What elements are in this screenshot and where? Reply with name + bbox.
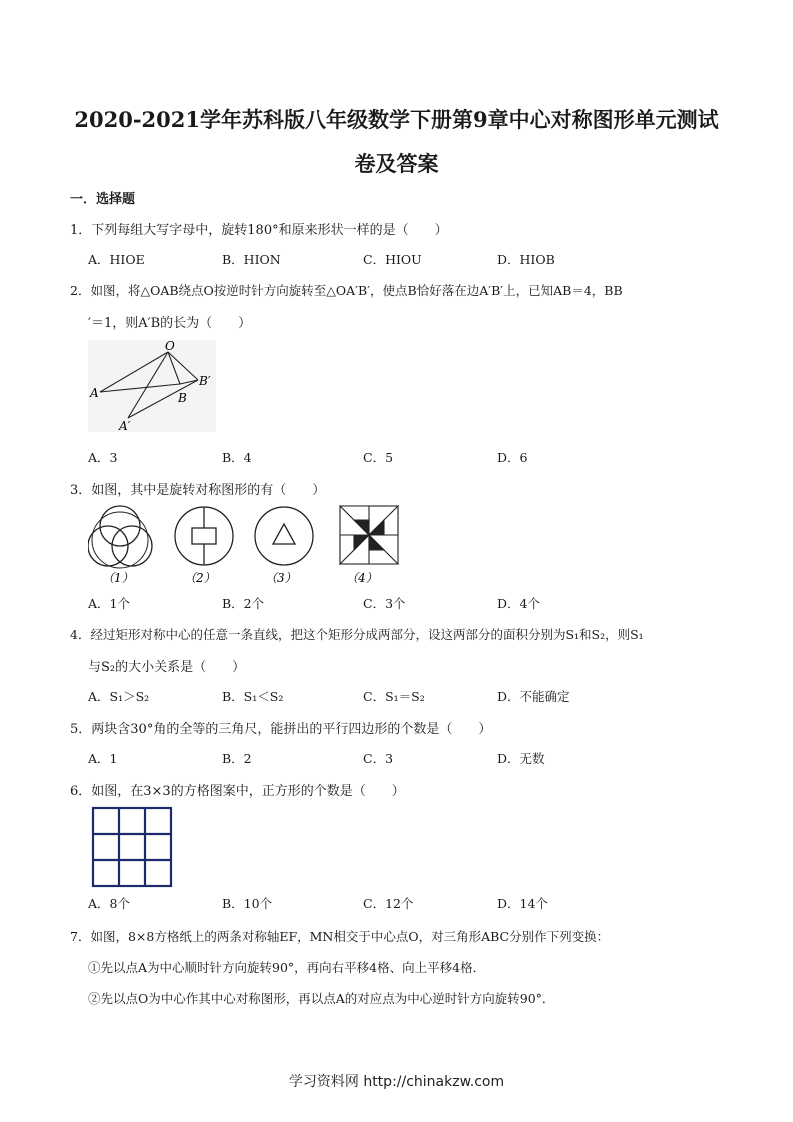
- title-line-1: 2020-2021学年苏科版八年级数学下册第9章中心对称图形单元测试: [74, 107, 719, 132]
- q4-option-b: B．S₁＜S₂: [222, 689, 284, 704]
- q5-option-b: B．2: [222, 751, 252, 766]
- q6-option-c: C．12个: [363, 896, 414, 911]
- q1-option-b: B．HION: [222, 252, 281, 267]
- q2-option-d: D．6: [497, 450, 528, 465]
- q2-label-a: A: [90, 386, 99, 400]
- q2-stem-line-2: ′＝1，则A′B的长为（ ）: [88, 316, 252, 331]
- q1-option-c: C．HIOU: [363, 252, 422, 267]
- q3-label-2: （2）: [184, 571, 216, 585]
- q6-option-d: D．14个: [497, 896, 548, 911]
- q5-option-c: C．3: [363, 751, 394, 766]
- q4-option-c: C．S₁＝S₂: [363, 689, 425, 704]
- circle-rect-figure: [175, 507, 233, 565]
- q2-label-o: O: [165, 340, 175, 353]
- trefoil-figure: [88, 506, 152, 568]
- q5-option-a: A．1: [88, 751, 118, 766]
- q4-stem-line-2: 与S₂的大小关系是（ ）: [88, 660, 246, 675]
- q2-option-b: B．4: [222, 450, 252, 465]
- q7-stem: 7．如图，8×8方格纸上的两条对称轴EF，MN相交于中心点O，对三角形ABC分别作下列变换：: [70, 929, 610, 944]
- q2-label-b: B: [178, 391, 187, 405]
- circle-triangle-figure: [255, 507, 313, 565]
- section-heading: 一．选择题: [70, 192, 136, 207]
- q1-option-a: A．HIOE: [88, 252, 145, 267]
- footer-watermark: 学习资料网 http://chinakzw.com: [288, 1074, 505, 1090]
- q4-option-a: A．S₁＞S₂: [88, 689, 150, 704]
- q3-option-d: D．4个: [497, 596, 540, 611]
- q3-label-1: （1）: [102, 571, 134, 585]
- q2-option-c: C．5: [363, 450, 394, 465]
- pinwheel-figure: [340, 506, 398, 564]
- q2-triangle-figure: [88, 340, 216, 432]
- q4-option-d: D．不能确定: [497, 689, 570, 704]
- q3-label-3: （3）: [265, 571, 297, 585]
- q3-figures: [88, 500, 408, 588]
- q1-option-d: D．HIOB: [497, 252, 555, 267]
- q6-grid-figure: [91, 806, 173, 888]
- q3-stem: 3．如图，其中是旋转对称图形的有（ ）: [70, 483, 326, 498]
- title-line-2: 卷及答案: [354, 151, 439, 176]
- q4-stem-line-1: 4．经过矩形对称中心的任意一条直线，把这个矩形分成两部分，设这两部分的面积分别为S₁和S₂，则S₁: [70, 627, 644, 642]
- q2-label-b-prime: B′: [199, 374, 211, 388]
- q5-stem: 5．两块含30°角的全等的三角尺，能拼出的平行四边形的个数是（ ）: [70, 722, 492, 737]
- q3-option-b: B．2个: [222, 596, 265, 611]
- q2-option-a: A．3: [88, 450, 118, 465]
- q3-option-a: A．1个: [88, 596, 130, 611]
- q7-item-2: ②先以点O为中心作其中心对称图形，再以点A的对应点为中心逆时针方向旋转90°．: [88, 991, 555, 1006]
- q1-stem: 1．下列每组大写字母中，旋转180°和原来形状一样的是（ ）: [70, 223, 448, 238]
- q6-option-a: A．8个: [88, 896, 130, 911]
- q5-option-d: D．无数: [497, 751, 545, 766]
- q3-label-4: （4）: [346, 571, 378, 585]
- q2-stem-line-1: 2．如图，将△OAB绕点O按逆时针方向旋转至△OA′B′，使点B恰好落在边A′B′上，已知AB＝4，BB: [70, 283, 623, 298]
- q2-label-a-prime: A′: [119, 419, 131, 432]
- q7-item-1: ①先以点A为中心顺时针方向旋转90°，再向右平移4格、向上平移4格．: [88, 960, 486, 975]
- q6-stem: 6．如图，在3×3的方格图案中，正方形的个数是（ ）: [70, 784, 405, 799]
- q3-option-c: C．3个: [363, 596, 406, 611]
- q6-option-b: B．10个: [222, 896, 273, 911]
